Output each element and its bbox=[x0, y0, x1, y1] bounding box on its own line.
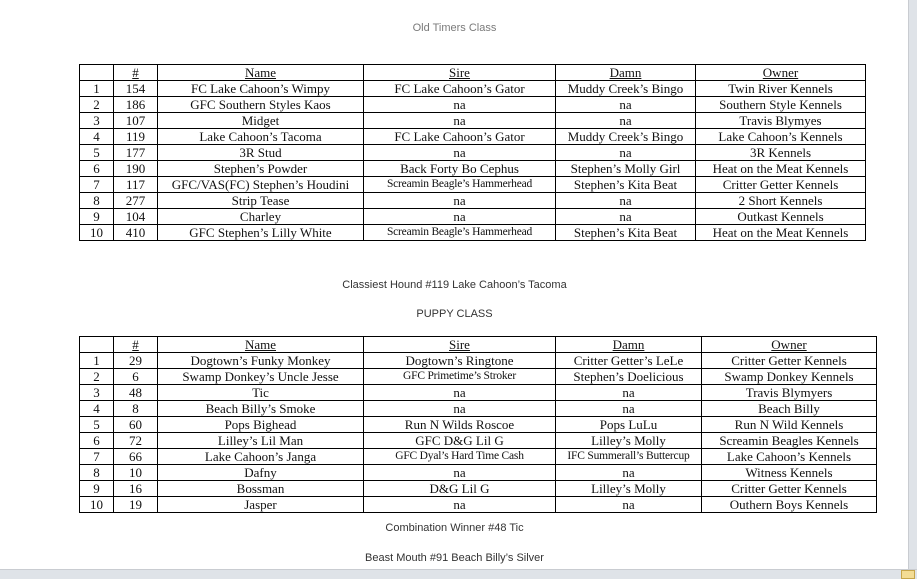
cell-dam: na bbox=[556, 113, 696, 129]
cell-dog-name: Dafny bbox=[158, 465, 364, 481]
cell-entry-number: 10 bbox=[114, 465, 158, 481]
cell-dog-name: Tic bbox=[158, 385, 364, 401]
old-timers-table bbox=[79, 64, 866, 241]
cell-row-number: 1 bbox=[80, 353, 114, 369]
table-row bbox=[80, 385, 877, 401]
cell-sire: na bbox=[364, 193, 556, 209]
cell-entry-number: 190 bbox=[114, 161, 158, 177]
cell-owner: Beach Billy bbox=[702, 401, 877, 417]
cell-entry-number: 72 bbox=[114, 433, 158, 449]
window-right-edge bbox=[908, 0, 917, 579]
cell-dam: na bbox=[556, 193, 696, 209]
table-row bbox=[80, 417, 877, 433]
cell-sire: GFC Dyal’s Hard Time Cash bbox=[364, 449, 556, 465]
cell-row-number: 2 bbox=[80, 97, 114, 113]
old-timers-body bbox=[80, 81, 866, 241]
header-dam: Damn bbox=[556, 337, 702, 353]
table-row bbox=[80, 401, 877, 417]
cell-dam: Pops LuLu bbox=[556, 417, 702, 433]
cell-sire: FC Lake Cahoon’s Gator bbox=[364, 129, 556, 145]
header-entry-number: # bbox=[114, 337, 158, 353]
cell-dog-name: Bossman bbox=[158, 481, 364, 497]
old-timers-class-title: Old Timers Class bbox=[412, 22, 497, 34]
cell-owner: Travis Blymyes bbox=[696, 113, 866, 129]
cell-sire: GFC D&G Lil G bbox=[364, 433, 556, 449]
cell-row-number: 10 bbox=[80, 225, 114, 241]
cell-owner: Travis Blymyers bbox=[702, 385, 877, 401]
cell-dog-name: Swamp Donkey’s Uncle Jesse bbox=[158, 369, 364, 385]
cell-entry-number: 48 bbox=[114, 385, 158, 401]
cell-sire: D&G Lil G bbox=[364, 481, 556, 497]
cell-entry-number: 8 bbox=[114, 401, 158, 417]
cell-dog-name: Beach Billy’s Smoke bbox=[158, 401, 364, 417]
cell-dam: na bbox=[556, 385, 702, 401]
header-row bbox=[80, 65, 866, 81]
cell-sire: Run N Wilds Roscoe bbox=[364, 417, 556, 433]
cell-row-number: 6 bbox=[80, 161, 114, 177]
cell-row-number: 4 bbox=[80, 401, 114, 417]
cell-dog-name: Jasper bbox=[158, 497, 364, 513]
puppy-class-title: PUPPY CLASS bbox=[416, 308, 493, 320]
cell-entry-number: 154 bbox=[114, 81, 158, 97]
cell-sire: na bbox=[364, 465, 556, 481]
cell-owner: Twin River Kennels bbox=[696, 81, 866, 97]
cell-entry-number: 29 bbox=[114, 353, 158, 369]
cell-dog-name: Midget bbox=[158, 113, 364, 129]
cell-dog-name: GFC Southern Styles Kaos bbox=[158, 97, 364, 113]
cell-owner: Heat on the Meat Kennels bbox=[696, 161, 866, 177]
header-owner: Owner bbox=[702, 337, 877, 353]
table-row bbox=[80, 193, 866, 209]
header-entry-number: # bbox=[114, 65, 158, 81]
cell-dog-name: Dogtown’s Funky Monkey bbox=[158, 353, 364, 369]
header-row bbox=[80, 337, 877, 353]
puppy-body bbox=[80, 353, 877, 513]
window-bottom-edge bbox=[0, 569, 917, 579]
cell-entry-number: 277 bbox=[114, 193, 158, 209]
cell-owner: Lake Cahoon’s Kennels bbox=[696, 129, 866, 145]
cell-dam: Stephen’s Molly Girl bbox=[556, 161, 696, 177]
cell-dog-name: Lake Cahoon’s Tacoma bbox=[158, 129, 364, 145]
cell-entry-number: 19 bbox=[114, 497, 158, 513]
table-row bbox=[80, 353, 877, 369]
beast-mouth-caption: Beast Mouth #91 Beach Billy’s Silver bbox=[365, 552, 544, 564]
cell-row-number: 5 bbox=[80, 145, 114, 161]
cell-dam: na bbox=[556, 145, 696, 161]
cell-owner: Screamin Beagles Kennels bbox=[702, 433, 877, 449]
cell-entry-number: 410 bbox=[114, 225, 158, 241]
cell-sire: FC Lake Cahoon’s Gator bbox=[364, 81, 556, 97]
table-row bbox=[80, 369, 877, 385]
cell-entry-number: 107 bbox=[114, 113, 158, 129]
cell-row-number: 4 bbox=[80, 129, 114, 145]
cell-row-number: 6 bbox=[80, 433, 114, 449]
cell-dam: Lilley’s Molly bbox=[556, 481, 702, 497]
cell-sire: Back Forty Bo Cephus bbox=[364, 161, 556, 177]
cell-sire: GFC Primetime’s Stroker bbox=[364, 369, 556, 385]
cell-dog-name: GFC Stephen’s Lilly White bbox=[158, 225, 364, 241]
header-row-number bbox=[80, 337, 114, 353]
table-row bbox=[80, 161, 866, 177]
cell-dam: na bbox=[556, 465, 702, 481]
cell-sire: na bbox=[364, 497, 556, 513]
cell-dam: na bbox=[556, 401, 702, 417]
table-row bbox=[80, 113, 866, 129]
cell-owner: Witness Kennels bbox=[702, 465, 877, 481]
cell-dog-name: Charley bbox=[158, 209, 364, 225]
cell-row-number: 2 bbox=[80, 369, 114, 385]
table-row bbox=[80, 465, 877, 481]
cell-dam: Muddy Creek’s Bingo bbox=[556, 129, 696, 145]
cell-dam: Critter Getter’s LeLe bbox=[556, 353, 702, 369]
cell-owner: Southern Style Kennels bbox=[696, 97, 866, 113]
cell-dog-name: FC Lake Cahoon’s Wimpy bbox=[158, 81, 364, 97]
cell-owner: Critter Getter Kennels bbox=[702, 353, 877, 369]
cell-dog-name: Strip Tease bbox=[158, 193, 364, 209]
cell-sire: na bbox=[364, 113, 556, 129]
cell-dam: na bbox=[556, 209, 696, 225]
combination-winner-caption: Combination Winner #48 Tic bbox=[385, 522, 524, 534]
cell-entry-number: 66 bbox=[114, 449, 158, 465]
cell-owner: Critter Getter Kennels bbox=[702, 481, 877, 497]
cell-dam: Lilley’s Molly bbox=[556, 433, 702, 449]
cell-sire: Screamin Beagle’s Hammerhead bbox=[364, 177, 556, 193]
cell-dam: Stephen’s Kita Beat bbox=[556, 225, 696, 241]
cell-entry-number: 177 bbox=[114, 145, 158, 161]
table-row bbox=[80, 145, 866, 161]
cell-sire: Dogtown’s Ringtone bbox=[364, 353, 556, 369]
cell-dam: Muddy Creek’s Bingo bbox=[556, 81, 696, 97]
puppy-table bbox=[79, 336, 877, 513]
classiest-hound-caption: Classiest Hound #119 Lake Cahoon’s Tacoma bbox=[342, 279, 567, 291]
cell-sire: na bbox=[364, 209, 556, 225]
cell-row-number: 3 bbox=[80, 113, 114, 129]
table-row bbox=[80, 97, 866, 113]
header-row-number bbox=[80, 65, 114, 81]
cell-row-number: 1 bbox=[80, 81, 114, 97]
table-row bbox=[80, 225, 866, 241]
cell-sire: na bbox=[364, 97, 556, 113]
header-sire: Sire bbox=[364, 337, 556, 353]
table-row bbox=[80, 481, 877, 497]
cell-entry-number: 104 bbox=[114, 209, 158, 225]
cell-sire: Screamin Beagle’s Hammerhead bbox=[364, 225, 556, 241]
table-row bbox=[80, 449, 877, 465]
cell-row-number: 7 bbox=[80, 449, 114, 465]
cell-dog-name: Lake Cahoon’s Janga bbox=[158, 449, 364, 465]
cell-dam: Stephen’s Doelicious bbox=[556, 369, 702, 385]
cell-entry-number: 117 bbox=[114, 177, 158, 193]
table-row bbox=[80, 129, 866, 145]
header-owner: Owner bbox=[696, 65, 866, 81]
header-dam: Damn bbox=[556, 65, 696, 81]
puppy-header-row bbox=[80, 337, 877, 353]
cell-dog-name: Pops Bighead bbox=[158, 417, 364, 433]
cell-entry-number: 119 bbox=[114, 129, 158, 145]
cell-dog-name: GFC/VAS(FC) Stephen’s Houdini bbox=[158, 177, 364, 193]
cell-sire: na bbox=[364, 385, 556, 401]
cell-row-number: 9 bbox=[80, 481, 114, 497]
cell-owner: Swamp Donkey Kennels bbox=[702, 369, 877, 385]
table-row bbox=[80, 81, 866, 97]
table-row bbox=[80, 177, 866, 193]
cell-row-number: 7 bbox=[80, 177, 114, 193]
table-row bbox=[80, 433, 877, 449]
cell-dog-name: Stephen’s Powder bbox=[158, 161, 364, 177]
cell-row-number: 9 bbox=[80, 209, 114, 225]
cell-owner: Outkast Kennels bbox=[696, 209, 866, 225]
cell-owner: 2 Short Kennels bbox=[696, 193, 866, 209]
cell-owner: Heat on the Meat Kennels bbox=[696, 225, 866, 241]
cell-dog-name: 3R Stud bbox=[158, 145, 364, 161]
cell-row-number: 3 bbox=[80, 385, 114, 401]
cell-row-number: 10 bbox=[80, 497, 114, 513]
cell-sire: na bbox=[364, 145, 556, 161]
cell-row-number: 8 bbox=[80, 465, 114, 481]
cell-entry-number: 6 bbox=[114, 369, 158, 385]
cell-dam: IFC Summerall’s Buttercup bbox=[556, 449, 702, 465]
header-dog-name: Name bbox=[158, 337, 364, 353]
cell-dam: na bbox=[556, 497, 702, 513]
table-row bbox=[80, 497, 877, 513]
cell-dog-name: Lilley’s Lil Man bbox=[158, 433, 364, 449]
cell-entry-number: 16 bbox=[114, 481, 158, 497]
cell-owner: 3R Kennels bbox=[696, 145, 866, 161]
cell-owner: Outhern Boys Kennels bbox=[702, 497, 877, 513]
cell-entry-number: 60 bbox=[114, 417, 158, 433]
cell-entry-number: 186 bbox=[114, 97, 158, 113]
header-dog-name: Name bbox=[158, 65, 364, 81]
cell-owner: Lake Cahoon’s Kennels bbox=[702, 449, 877, 465]
cell-owner: Critter Getter Kennels bbox=[696, 177, 866, 193]
old-timers-header-row bbox=[80, 65, 866, 81]
cell-owner: Run N Wild Kennels bbox=[702, 417, 877, 433]
cell-row-number: 5 bbox=[80, 417, 114, 433]
corner-icon bbox=[901, 570, 915, 579]
header-sire: Sire bbox=[364, 65, 556, 81]
cell-sire: na bbox=[364, 401, 556, 417]
table-row bbox=[80, 209, 866, 225]
cell-row-number: 8 bbox=[80, 193, 114, 209]
cell-dam: na bbox=[556, 97, 696, 113]
cell-dam: Stephen’s Kita Beat bbox=[556, 177, 696, 193]
